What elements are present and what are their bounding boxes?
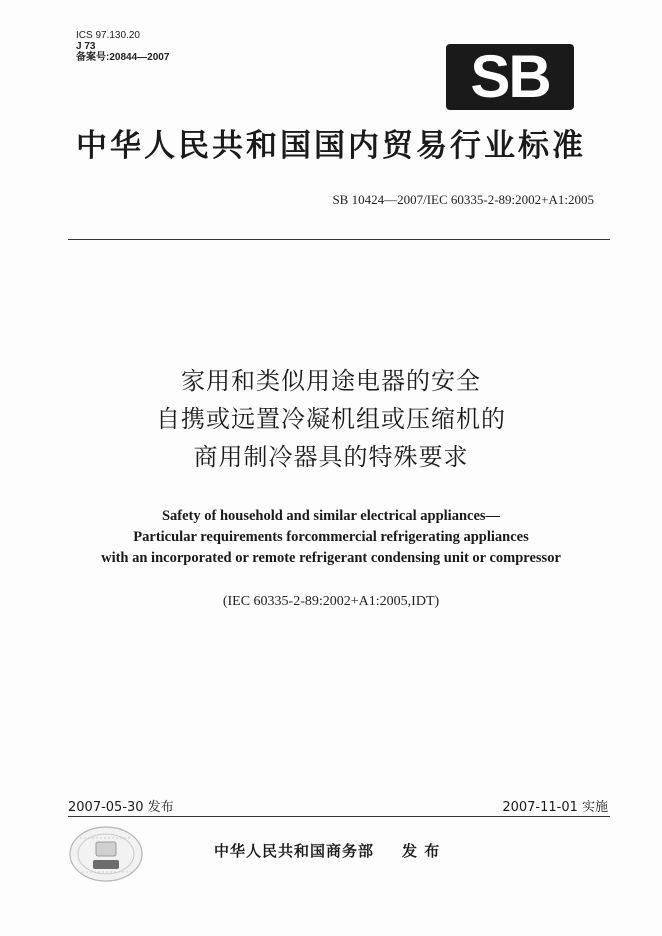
bottom-divider	[68, 816, 610, 817]
english-title-line: Particular requirements forcommercial refrigerating appliances	[133, 529, 529, 545]
english-title	[0, 506, 662, 569]
effective-date: 2007-11-01 实施	[502, 800, 608, 815]
standard-number: SB 10424—2007/IEC 60335-2-89:2002+A1:2005	[332, 192, 594, 207]
ccs-code: J 73	[76, 41, 96, 52]
chinese-title	[0, 362, 662, 476]
issuer-name: 中华人民共和国商务部	[214, 842, 375, 860]
english-title-line: Safety of household and similar electrical appliances—	[161, 508, 501, 524]
sb-logo: SB	[446, 44, 574, 110]
chinese-title-line: 家用和类似用途电器的安全	[181, 367, 481, 395]
issuer-action: 发 布	[402, 842, 441, 860]
anti-counterfeit-seal-icon	[66, 824, 146, 884]
top-divider	[68, 239, 610, 240]
english-title-line: with an incorporated or remote refrigerant condensing unit or compressor	[101, 550, 561, 566]
standard-category-title: 中华人民共和国国内贸易行业标准	[76, 128, 586, 164]
chinese-title-line: 商用制冷器具的特殊要求	[193, 443, 469, 471]
filing-number: 备案号:20844—2007	[76, 52, 170, 63]
issuing-authority	[214, 840, 440, 861]
chinese-title-line: 自携或远置冷凝机组或压缩机的	[156, 405, 506, 433]
publish-date: 2007-05-30 发布	[68, 800, 174, 815]
equivalence-note: (IEC 60335-2-89:2002+A1:2005,IDT)	[222, 594, 440, 609]
classification-block	[76, 30, 169, 63]
ics-code: ICS 97.130.20	[76, 30, 140, 41]
